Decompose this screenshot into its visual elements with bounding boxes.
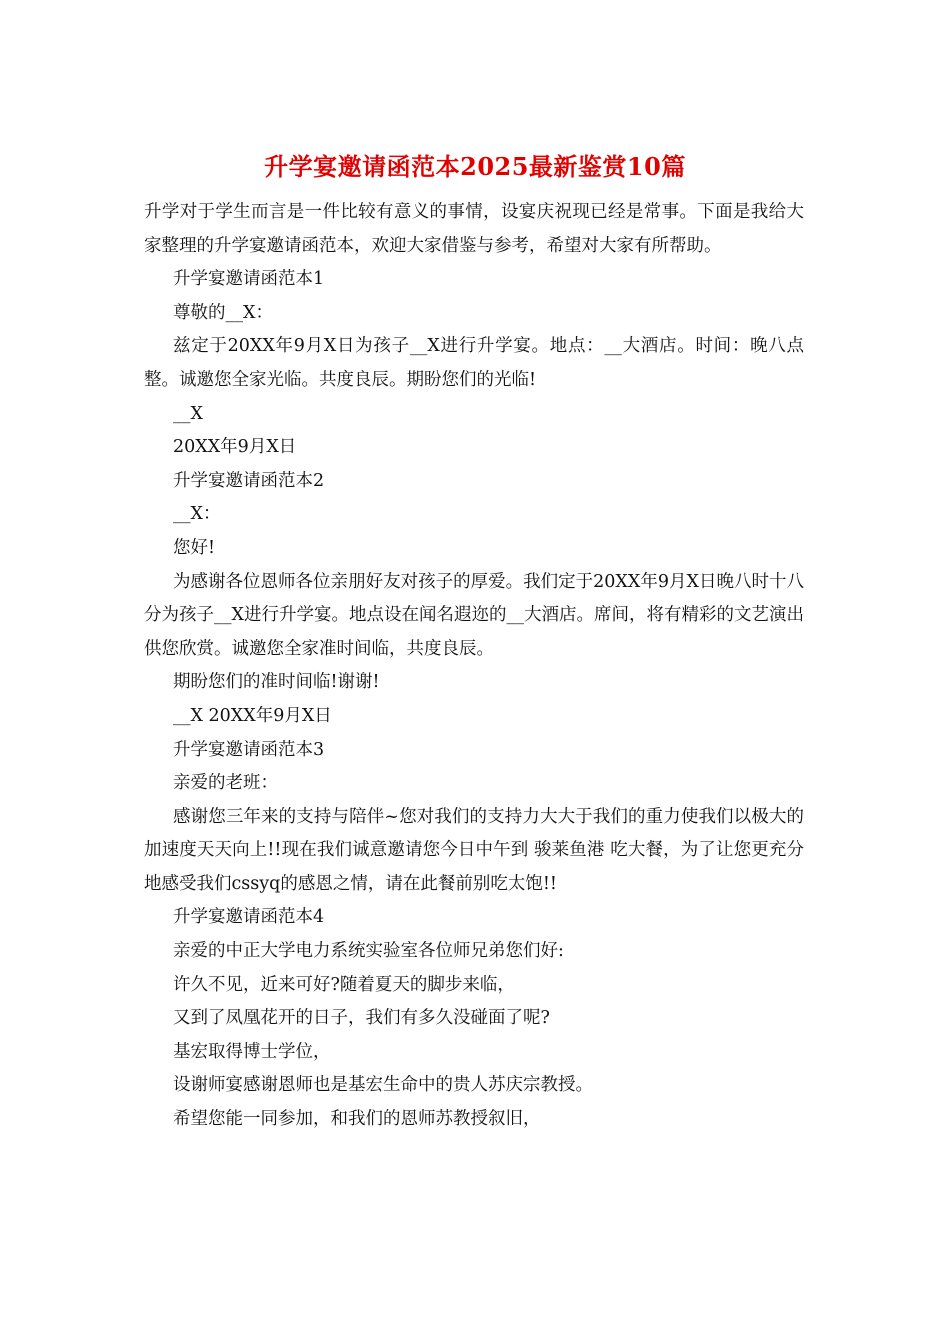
intro-paragraph: 升学对于学生而言是一件比较有意义的事情，设宴庆祝现已经是常事。下面是我给大家整理的升学宴邀请函范本，欢迎大家借鉴与参考，希望对大家有所帮助。 xyxy=(144,202,804,256)
signature: __X xyxy=(173,403,203,424)
body-paragraph: 兹定于20XX年9月X日为孩子__X进行升学宴。地点：__大酒店。时间：晚八点整。诚邀您全家光临。共度良辰。期盼您们的光临! xyxy=(144,336,804,390)
section-heading-4: 升学宴邀请函范本4 xyxy=(173,907,325,928)
section-heading-1: 升学宴邀请函范本1 xyxy=(173,269,325,290)
body-line: 基宏取得博士学位， xyxy=(173,1041,331,1062)
document-body xyxy=(144,196,804,1137)
body-line: 设谢师宴感谢恩师也是基宏生命中的贵人苏庆宗教授。 xyxy=(173,1075,593,1096)
document-title: 升学宴邀请函范本2025最新鉴赏10篇 xyxy=(264,152,686,181)
body-line: 希望您能一同参加，和我们的恩师苏教授叙旧， xyxy=(173,1109,541,1130)
body-line: 又到了凤凰花开的日子，我们有多久没碰面了呢? xyxy=(173,1008,550,1029)
body-paragraph: 为感谢各位恩师各位亲朋好友对孩子的厚爱。我们定于20XX年9月X日晚八时十八分为孩子__X进行升学宴。地点设在闻名遐迩的__大酒店。席间，将有精彩的文艺演出供您欣赏。诚邀您全家准时间临，共度良辰。 xyxy=(144,571,804,659)
body-paragraph: 感谢您三年来的支持与陪伴~您对我们的支持力大大于我们的重力使我们以极大的加速度天天向上!!现在我们诚意邀请您今日中午到 骏莱鱼港 吃大餐，为了让您更充分地感受我们cssyq的感恩之情，请在此餐前别吃太饱!! xyxy=(144,806,804,894)
greeting: 您好! xyxy=(173,537,216,558)
salutation: __X： xyxy=(173,504,221,525)
salutation: 亲爱的老班： xyxy=(173,773,278,794)
salutation: 尊敬的__X： xyxy=(173,302,273,323)
closing-line: 期盼您们的准时间临!谢谢! xyxy=(173,672,380,693)
body-line: 许久不见，近来可好?随着夏天的脚步来临， xyxy=(173,974,515,995)
date-line: 20XX年9月X日 xyxy=(173,437,297,458)
salutation: 亲爱的中正大学电力系统实验室各位师兄弟您们好: xyxy=(173,941,564,962)
signature-date-line: __X 20XX年9月X日 xyxy=(173,705,332,726)
section-heading-2: 升学宴邀请函范本2 xyxy=(173,470,325,491)
section-heading-3: 升学宴邀请函范本3 xyxy=(173,739,325,760)
